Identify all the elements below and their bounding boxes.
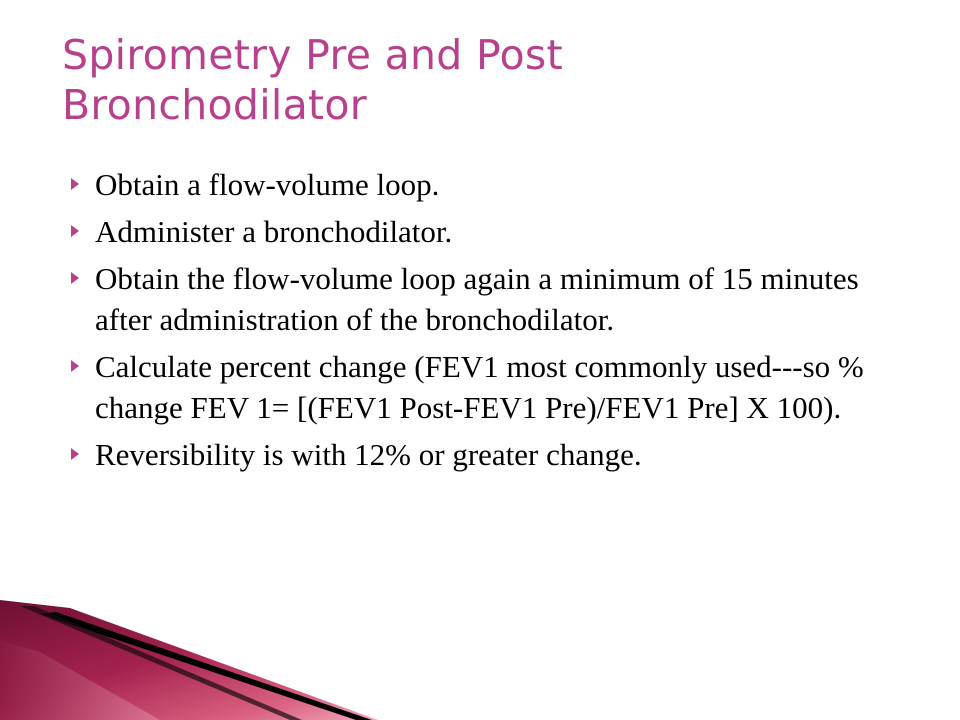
arrow-right-icon — [71, 272, 79, 284]
title-line-1: Spirometry Pre and Post — [62, 31, 563, 79]
bullet-text: Reversibility is with 12% or greater change. — [95, 437, 642, 472]
bullet-text: Obtain the flow-volume loop again a minimum of 15 minutes after administration of the bronchodilator. — [95, 261, 859, 337]
bullet-text: Obtain a flow-volume loop. — [95, 167, 440, 202]
slide-title — [62, 30, 922, 130]
bullet-item — [62, 258, 892, 340]
bullet-item — [62, 346, 892, 428]
bullet-text: Administer a bronchodilator. — [95, 214, 453, 249]
arrow-right-icon — [71, 225, 79, 237]
title-line-2: Bronchodilator — [62, 81, 367, 129]
bullet-item — [62, 164, 892, 205]
arrow-right-icon — [71, 360, 79, 372]
bullet-text: Calculate percent change (FEV1 most commonly used---so % change FEV 1= [(FEV1 Post-FEV1 Pre)/FEV1 Pre] X 100). — [95, 349, 864, 425]
bullet-list — [62, 164, 892, 481]
arrow-right-icon — [71, 448, 79, 460]
arrow-right-icon — [71, 178, 79, 190]
bullet-item — [62, 211, 892, 252]
bullet-item — [62, 434, 892, 475]
